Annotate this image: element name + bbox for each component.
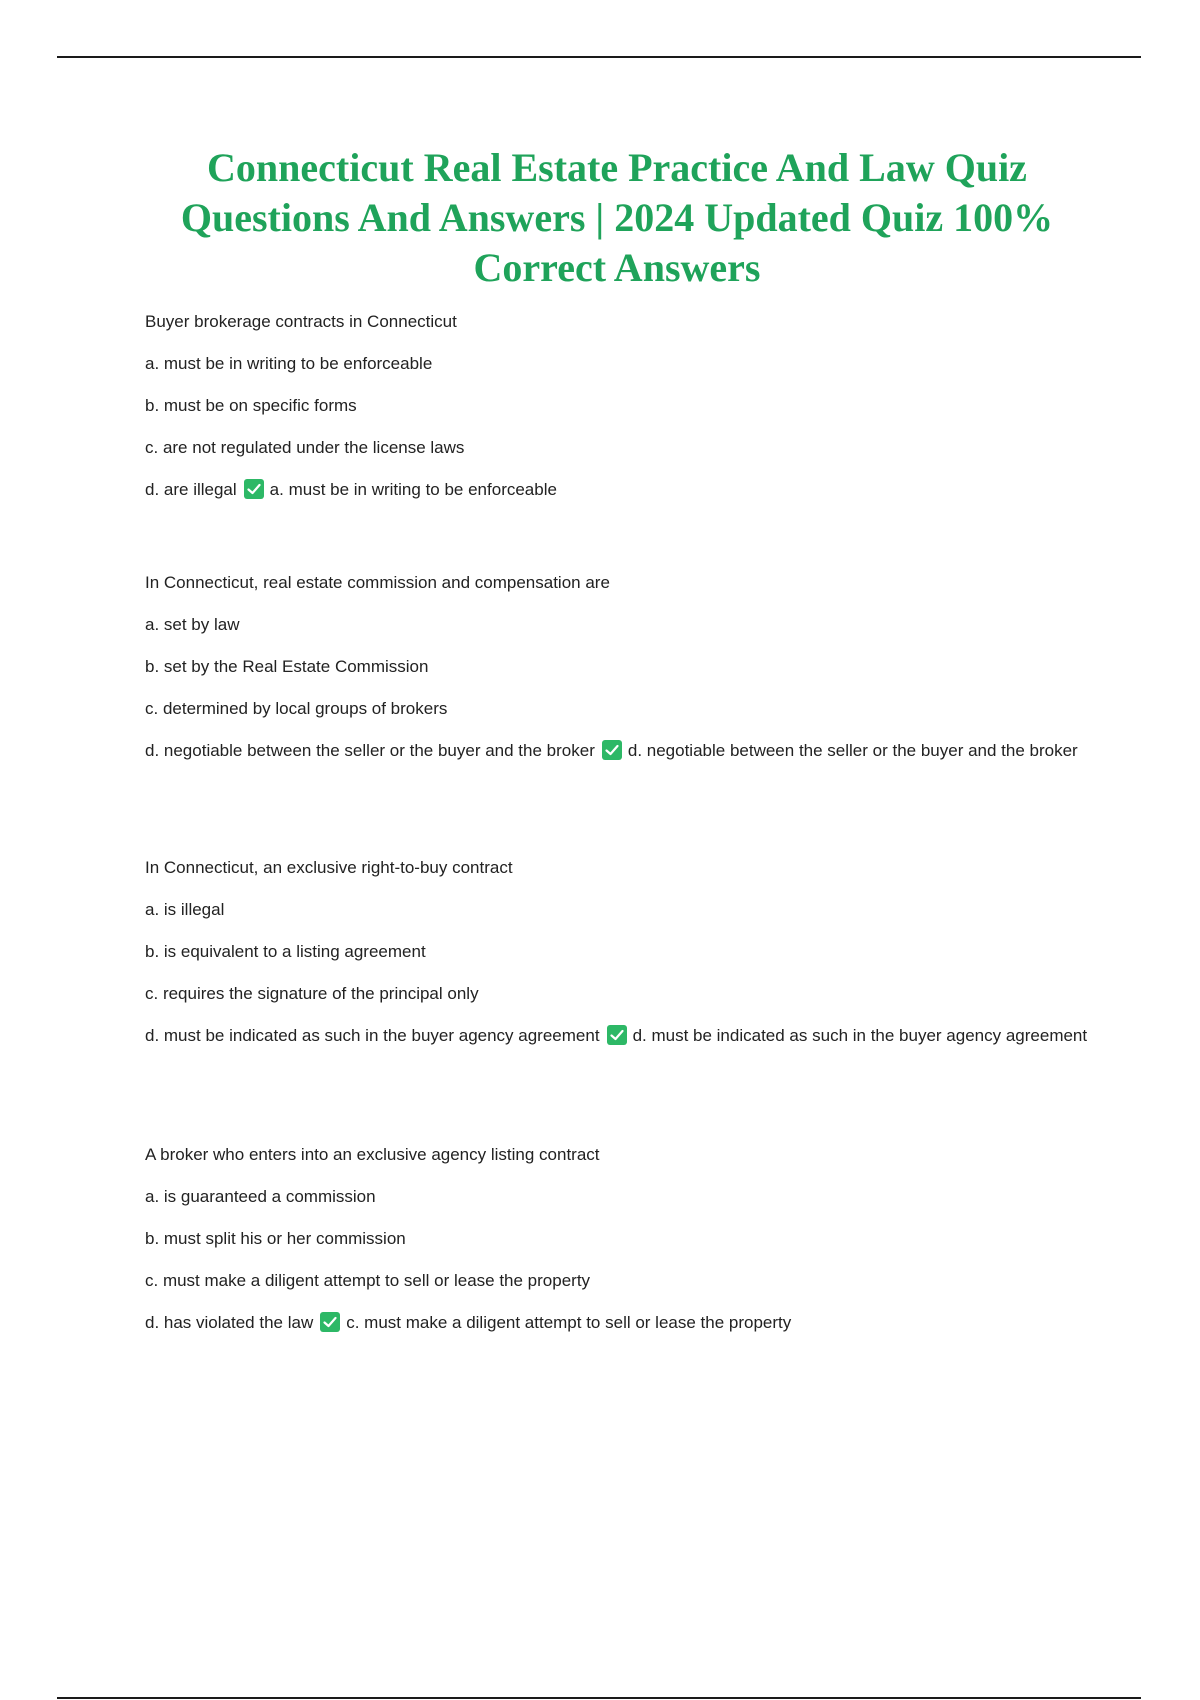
option-c: c. must make a diligent attempt to sell or lease the property — [145, 1271, 591, 1290]
check-box-icon — [320, 1312, 340, 1332]
option-c: c. determined by local groups of brokers — [145, 699, 448, 718]
option-d: d. are illegal — [145, 480, 237, 499]
correct-answer: a. must be in writing to be enforceable — [269, 480, 557, 499]
question-text: In Connecticut, an exclusive right-to-buy contract — [145, 858, 513, 877]
question-block — [145, 309, 1105, 503]
option-d-with-answer — [145, 477, 1105, 503]
option-a: a. must be in writing to be enforceable — [145, 354, 433, 373]
option-c: c. are not regulated under the license laws — [145, 438, 465, 457]
option-b: b. set by the Real Estate Commission — [145, 657, 429, 676]
option-d-with-answer — [145, 738, 1105, 764]
option-d-with-answer — [145, 1023, 1105, 1049]
option-d: d. has violated the law — [145, 1313, 314, 1332]
option-a: a. is guaranteed a commission — [145, 1187, 376, 1206]
document-title: Connecticut Real Estate Practice And Law Quiz Questions And Answers | 2024 Updated Quiz 100% Correct Answers — [180, 145, 1054, 290]
option-d: d. must be indicated as such in the buyer agency agreement — [145, 1026, 600, 1045]
correct-answer: c. must make a diligent attempt to sell or lease the property — [346, 1313, 792, 1332]
question-block — [145, 570, 1105, 764]
question-text: Buyer brokerage contracts in Connecticut — [145, 312, 457, 331]
option-d: d. negotiable between the seller or the buyer and the broker — [145, 741, 595, 760]
top-rule — [57, 56, 1141, 58]
option-c: c. requires the signature of the principal only — [145, 984, 479, 1003]
check-box-icon — [607, 1025, 627, 1045]
correct-answer: d. negotiable between the seller or the buyer and the broker — [627, 741, 1078, 760]
option-b: b. must be on specific forms — [145, 396, 357, 415]
question-text: In Connecticut, real estate commission and compensation are — [145, 573, 610, 592]
check-box-icon — [244, 479, 264, 499]
option-b: b. is equivalent to a listing agreement — [145, 942, 426, 961]
option-a: a. is illegal — [145, 900, 225, 919]
question-block — [145, 855, 1105, 1049]
option-d-with-answer — [145, 1310, 1105, 1336]
question-block — [145, 1142, 1105, 1336]
question-text: A broker who enters into an exclusive agency listing contract — [145, 1145, 600, 1164]
bottom-rule — [57, 1697, 1141, 1699]
correct-answer: d. must be indicated as such in the buyer agency agreement — [632, 1026, 1088, 1045]
check-box-icon — [602, 740, 622, 760]
option-b: b. must split his or her commission — [145, 1229, 406, 1248]
option-a: a. set by law — [145, 615, 240, 634]
